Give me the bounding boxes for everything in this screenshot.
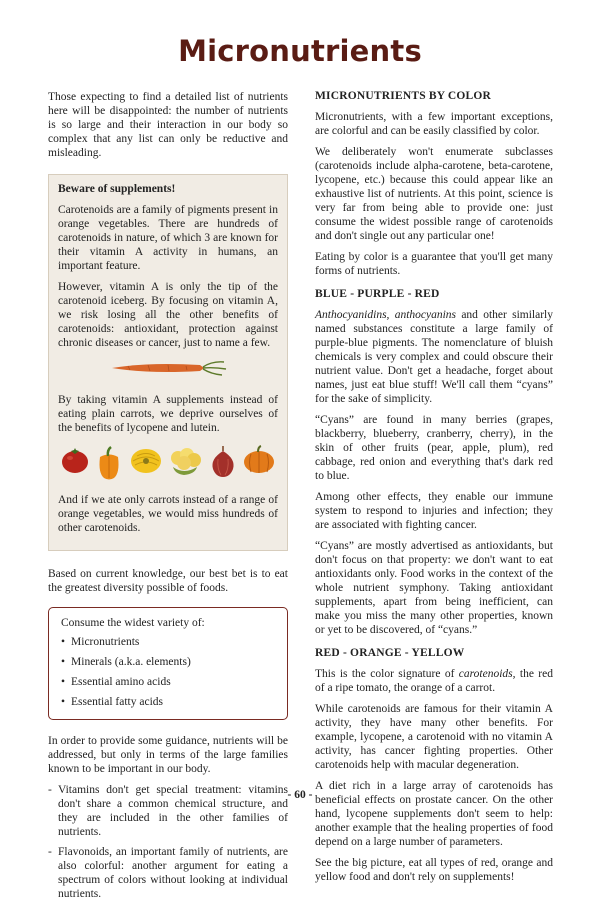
knowledge-paragraph: Based on current knowledge, our best bet is to eat the greatest diversity possible of foods. — [48, 568, 288, 594]
red-paragraph-3: A diet rich in a large array of carotenoids has beneficial effects on prostate cancer. On the other hand, lycopene supplements don't seem to help: another example that the healing properties of food depend on a large number of parameters. — [315, 780, 553, 848]
sidebar-paragraph-1: Carotenoids are a family of pigments present in orange vegetables. There are hundreds of carotenoids in nature, of which 3 are known for their vitamin A activity in humans, an important feature. — [58, 204, 278, 272]
list-item: • Essential amino acids — [61, 675, 275, 689]
carrot-image — [108, 357, 228, 379]
anthocyanin-term: Anthocyanidins, anthocyanins — [315, 309, 457, 321]
color-paragraph-3: Eating by color is a guarantee that you'll get many forms of nutrients. — [315, 251, 553, 277]
right-column — [315, 90, 553, 891]
red-paragraph-2: While carotenoids are famous for their vitamin A activity, they have many other benefits. For example, lycopene, a carotenoid with no vitamin A activity, has cancer fighting properties. Other carotenoids help with macular degeneration. — [315, 703, 553, 771]
callout-intro: Consume the widest variety of: — [61, 617, 205, 629]
red-paragraph-1-a: This is the color signature of — [315, 668, 459, 680]
red-paragraph-4: See the big picture, eat all types of red, orange and yellow food and don't rely on supplements! — [315, 857, 553, 883]
intro-paragraph: Those expecting to find a detailed list of nutrients here will be disappointed: the number of nutrients is so large and their interaction in our body so complex that any list can only be reductive and misleading. — [48, 91, 288, 159]
left-column — [48, 90, 288, 907]
color-paragraph-1: Micronutrients, with a few important exceptions, are colorful and can be easily classified by color. — [315, 111, 553, 137]
supplements-sidebar — [48, 174, 288, 551]
blue-paragraph-2: “Cyans” are found in many berries (grapes, blackberry, blueberry, cranberry, cherry), in the skin of other fruits (pear, apple, plum), red cabbage, red onion and everything that's dark red to blue. — [315, 414, 553, 482]
section-heading-blue: BLUE - PURPLE - RED — [315, 288, 440, 300]
variety-callout — [48, 607, 288, 720]
orange-pepper-image — [94, 445, 124, 481]
sidebar-paragraph-3: By taking vitamin A supplements instead of eating plain carrots, we deprive ourselves of the benefits of lycopene and lutein. — [58, 394, 278, 434]
sidebar-paragraph-2: However, vitamin A is only the tip of the carotenoid iceberg. By focusing on vitamin A, we risk losing all the other benefits of carotenoids: antioxidant, protection against chronic diseases or cancer, just to name a few. — [58, 281, 278, 349]
list-item: • Micronutrients — [61, 635, 275, 649]
cauliflower-image — [167, 445, 203, 477]
list-item: - Vitamins don't get special treatment: vitamins don't share a common chemical structure, and they are included in the other families of nutrients. — [48, 783, 288, 839]
blue-paragraph-3: Among other effects, they enable our immune system to respond to injuries and infection; they are associated with fighting cancer. — [315, 491, 553, 531]
vegetables-row — [60, 445, 276, 481]
page-title: Micronutrients — [178, 34, 422, 68]
red-onion-image — [208, 445, 238, 479]
guidance-paragraph: In order to provide some guidance, nutrients will be addressed, but only in terms of the large families known to be important in our body. — [48, 735, 288, 775]
sidebar-paragraph-4: And if we ate only carrots instead of a range of orange vegetables, we would miss hundreds of other carotenoids. — [58, 494, 278, 534]
color-paragraph-2: We deliberately won't enumerate subclasses (carotenoids include alpha-carotene, beta-carotene, lycopene, etc.) because this could appear like an exhaustive list of nutrients. At this point, science is very far from being able to provide one: just consume the widest possible range of carotenoids and don't single out any particular one! — [315, 146, 553, 242]
section-heading-red: RED - ORANGE - YELLOW — [315, 647, 465, 659]
sidebar-heading: Beware of supplements! — [58, 183, 176, 195]
list-item: - Flavonoids, an important family of nutrients, are also colorful: another argument for eating a spectrum of colors without looking at individual nutrients. — [48, 845, 288, 901]
blue-paragraph-1 — [315, 308, 553, 406]
red-paragraph-1 — [315, 667, 553, 695]
carotenoids-term: carotenoids, — [458, 668, 516, 680]
blue-paragraph-4: “Cyans” are mostly advertised as antioxidants, but don't focus on that property: we don't want to eat antioxidants only. Food works in the context of the whole nutrient symphony. Taking antioxidant supplements, apart from being inefficient, can make you miss the many other properties, known or yet to be discovered, of “cyans.” — [315, 540, 553, 636]
list-item: • Minerals (a.k.a. elements) — [61, 655, 275, 669]
page-number: - 60 - — [287, 789, 313, 801]
pumpkin-image — [242, 445, 276, 475]
red-paragraph-1-b: the red of a ripe tomato, the orange of a carrot. — [315, 668, 553, 694]
tomato-image — [60, 445, 90, 475]
yellow-squash-image — [129, 445, 163, 475]
variety-list — [61, 635, 275, 709]
list-item: • Essential fatty acids — [61, 695, 275, 709]
section-heading-color: MICRONUTRIENTS BY COLOR — [315, 90, 492, 102]
blue-paragraph-1-text: and other similarly named substances constitute a large family of purple-blue pigments. The nomenclature of bluish chemicals is very complex and could obscure their nutrient value. Don't get a headache, forget about names, just eat blue stuff! We'll call them “cyans” for the sake of simplicity. — [315, 309, 553, 405]
